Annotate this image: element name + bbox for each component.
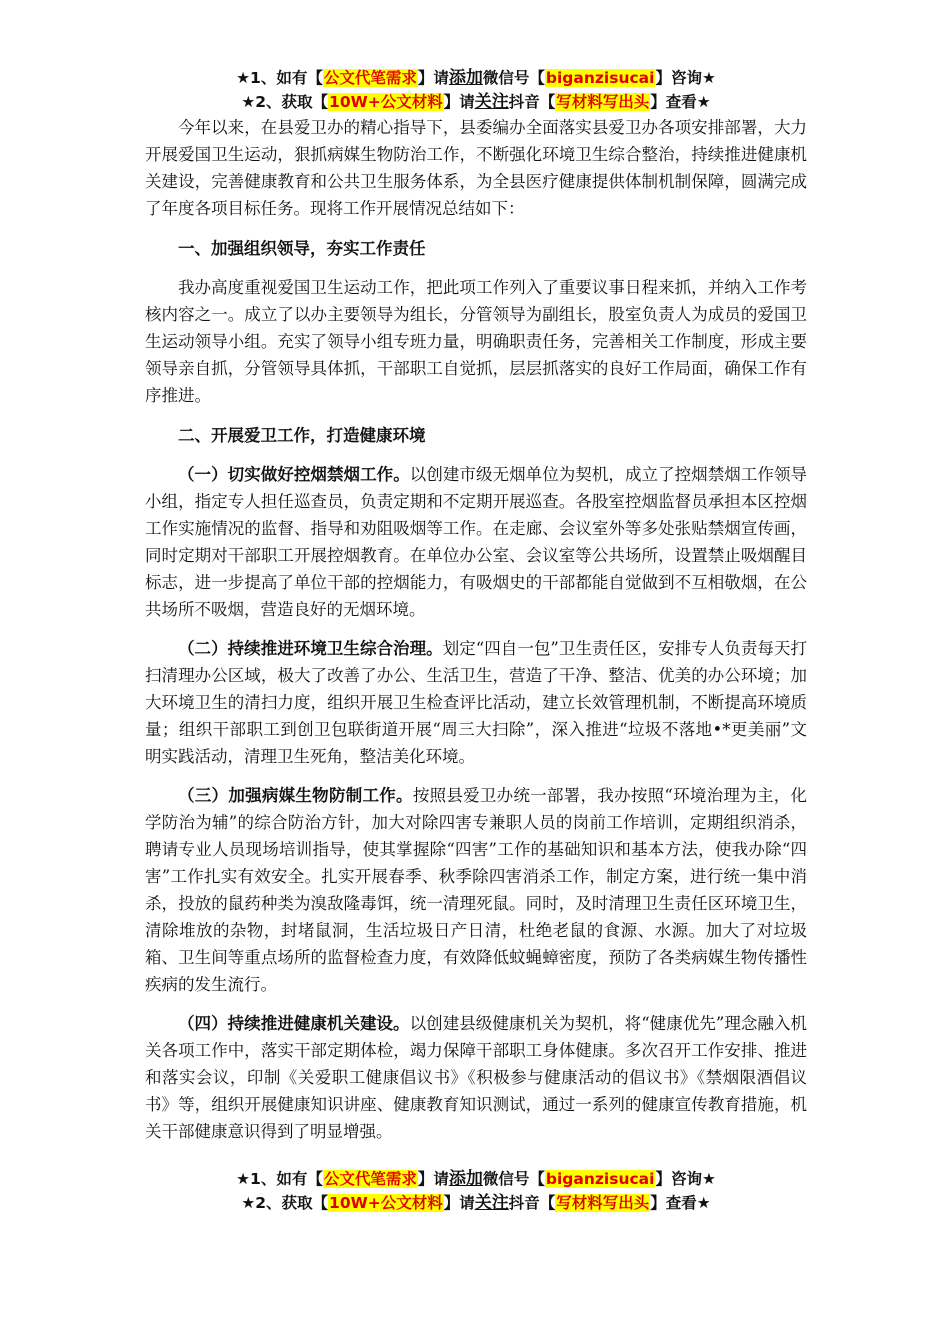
promo-text: 抖音【	[508, 93, 556, 111]
emphasis-follow: 关注	[474, 92, 509, 112]
promo-text: 】咨询★	[655, 1170, 716, 1188]
intro-paragraph: 今年以来，在县爱卫办的精心指导下，县委编办全面落实县爱卫办各项安排部署，大力开展爱国卫生运动，狠抓病媒生物防治工作，不断强化环境卫生综合整治，持续推进健康机关建设，完善健康教育和公共卫生服务体系，为全县医疗健康提供体制机制保障，圆满完成了年度各项目标任务。现将工作开展情况总结如下：	[145, 118, 807, 218]
subsection-title: （三）加强病媒生物防制工作。	[178, 786, 413, 805]
promo-text: 】请	[443, 1194, 475, 1212]
promo-text: 】请	[417, 1170, 449, 1188]
highlight-douyin: 写材料写出头	[556, 1194, 650, 1212]
promo-text: 】请	[417, 69, 449, 87]
subsection-body: 以创建县级健康机关为契机，将“健康优先”理念融入机关各项工作中，落实干部定期体检，竭力保障干部职工身体健康。多次召开工作安排、推进和落实会议，印制《关爱职工健康倡议书》《积极参与健康活动的倡议书》《禁烟限酒倡议书》等，组织开展健康知识讲座、健康教育知识测试，通过一系列的健康宣传教育措施，机关干部健康意识得到了明显增强。	[145, 1014, 808, 1141]
document-page	[145, 66, 807, 1215]
emphasis-add: 添加	[448, 1169, 483, 1189]
subsection-1	[145, 461, 807, 623]
promo-text: 微信号【	[482, 1170, 545, 1188]
subsection-title: （四）持续推进健康机关建设。	[178, 1014, 410, 1033]
subsection-body: 划定“四自一包”卫生责任区，安排专人负责每天打扫清理办公区域，极大了改善了办公、生活卫生，营造了干净、整洁、优美的办公环境；加大环境卫生的清扫力度，组织开展卫生检查评比活动，建立长效管理机制，不断提高环境质量；组织干部职工到创卫包联街道开展“周三大扫除”，深入推进“垃圾不落地•*更美丽”文明实践活动，清理卫生死角，整洁美化环境。	[145, 639, 807, 766]
promo-text: 】请	[443, 93, 475, 111]
promo-text: 2、获取【	[255, 93, 329, 111]
subsection-body: 以创建市级无烟单位为契机，成立了控烟禁烟工作领导小组，指定专人担任巡查员，负责定期和不定期开展巡查。各股室控烟监督员承担本区控烟工作实施情况的监督、指导和劝阻吸烟等工作。在走廊、会议室外等多处张贴禁烟宣传画，同时定期对干部职工开展控烟教育。在单位办公室、会议室等公共场所，设置禁止吸烟醒目标志，进一步提高了单位干部的控烟能力，有吸烟史的干部都能自觉做到不互相敬烟，在公共场所不吸烟，营造良好的无烟环境。	[145, 465, 808, 619]
promo-text: 】咨询★	[655, 69, 716, 87]
promo-text: 2、获取【	[255, 1194, 329, 1212]
highlight-douyin: 写材料写出头	[556, 93, 650, 111]
highlight-service: 公文代笔需求	[323, 69, 417, 87]
subsection-body: 按照县爱卫办统一部署，我办按照“环境治理为主，化学防治为辅”的综合防治方针，加大对除四害专兼职人员的岗前工作培训，定期组织消杀，聘请专业人员现场培训指导，使其掌握除“四害”工作的基础知识和基本方法，使我办除“四害”工作扎实有效安全。扎实开展春季、秋季除四害消杀工作，制定方案，进行统一集中消杀，投放的鼠药种类为溴敌隆毒饵，统一清理死鼠。同时，及时清理卫生责任区环境卫生，清除堆放的杂物，封堵鼠洞，生活垃圾日产日清，杜绝老鼠的食源、水源。加大了对垃圾箱、卫生间等重点场所的监督检查力度，有效降低蚊蝇蟑密度，预防了各类病媒生物传播性疾病的发生流行。	[145, 786, 808, 994]
promo-text: 】查看★	[650, 1194, 711, 1212]
promo-line-2	[145, 90, 807, 114]
promo-text: 抖音【	[508, 1194, 556, 1212]
star-icon: ★	[241, 1194, 256, 1212]
star-icon: ★	[236, 69, 251, 87]
section-1-body: 我办高度重视爱国卫生运动工作，把此项工作列入了重要议事日程来抓，并纳入工作考核内容之一。成立了以办主要领导为组长，分管领导为副组长，股室负责人为成员的爱国卫生运动领导小组。充实了领导小组专班力量，明确职责任务，完善相关工作制度，形成主要领导亲自抓，分管领导具体抓，干部职工自觉抓，层层抓落实的良好工作局面，确保工作有序推进。	[145, 278, 807, 405]
promo-banner-bottom	[145, 1167, 807, 1215]
highlight-materials: 10W+公文材料	[329, 93, 443, 111]
subsection-3	[145, 782, 807, 998]
subsection-2	[145, 635, 807, 770]
star-icon: ★	[236, 1170, 251, 1188]
highlight-materials: 10W+公文材料	[329, 1194, 443, 1212]
highlight-wechat-id: biganzisucai	[545, 69, 655, 87]
promo-text: 微信号【	[482, 69, 545, 87]
promo-line-1	[145, 66, 807, 90]
highlight-wechat-id: biganzisucai	[545, 1170, 655, 1188]
emphasis-add: 添加	[448, 68, 483, 88]
section-2-heading: 二、开展爱卫工作，打造健康环境	[178, 426, 426, 445]
promo-text: 1、如有【	[250, 1170, 323, 1188]
subsection-title: （二）持续推进环境卫生综合治理。	[178, 639, 443, 658]
section-1-heading: 一、加强组织领导，夯实工作责任	[178, 239, 426, 258]
promo-text: 】查看★	[650, 93, 711, 111]
subsection-4	[145, 1010, 807, 1145]
promo-line-1	[145, 1167, 807, 1191]
star-icon: ★	[241, 93, 256, 111]
highlight-service: 公文代笔需求	[323, 1170, 417, 1188]
promo-text: 1、如有【	[250, 69, 323, 87]
emphasis-follow: 关注	[474, 1193, 509, 1213]
subsection-title: （一）切实做好控烟禁烟工作。	[178, 465, 410, 484]
promo-banner-top	[145, 66, 807, 114]
promo-line-2	[145, 1191, 807, 1215]
